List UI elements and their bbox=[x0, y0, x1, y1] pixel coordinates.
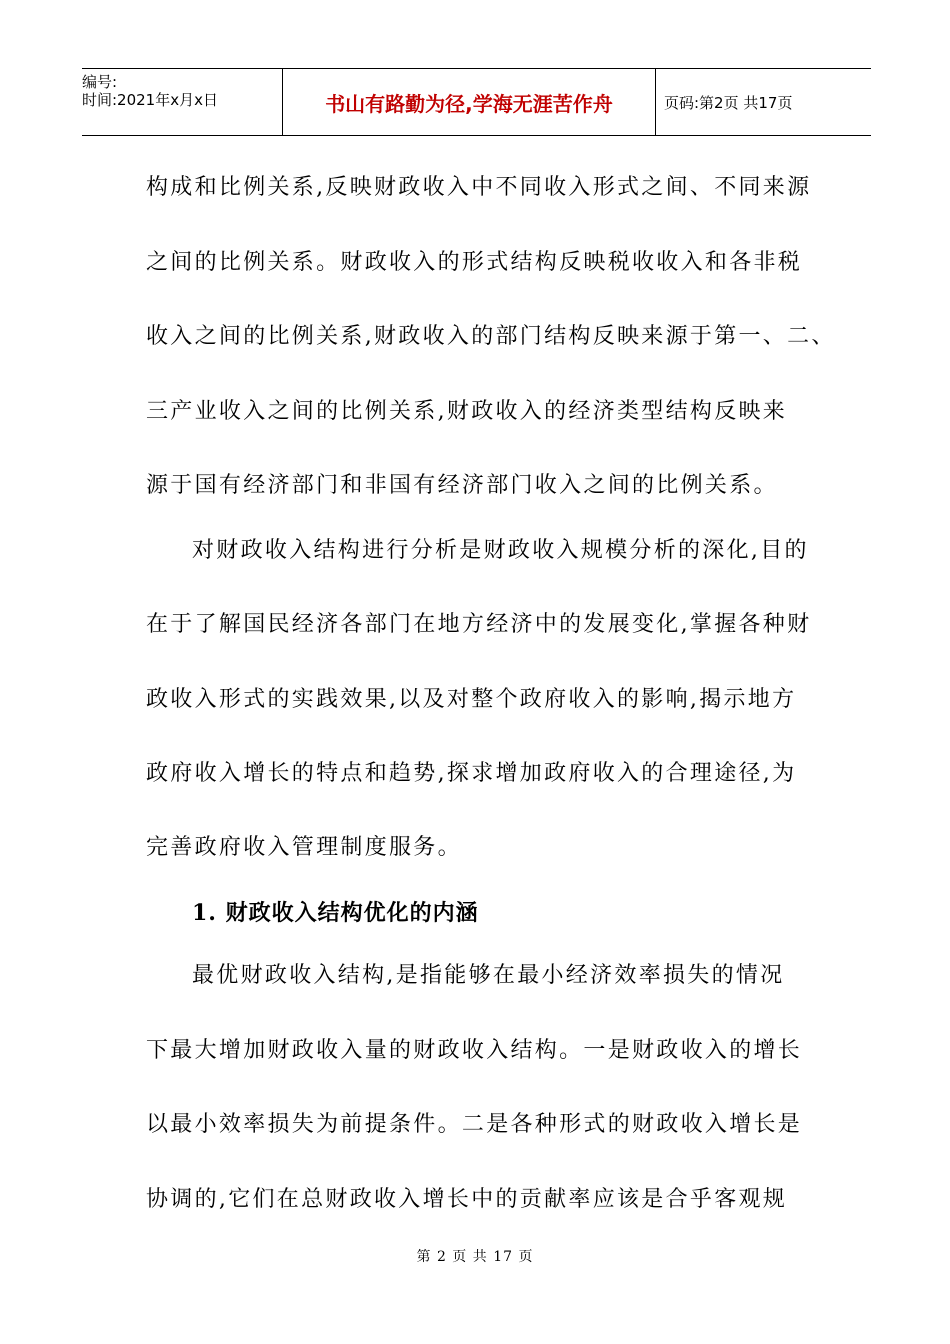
body-line-7: 在于了解国民经济各部门在地方经济中的发展变化,掌握各种财 bbox=[146, 612, 812, 637]
body-line-14: 协调的,它们在总财政收入增长中的贡献率应该是合乎客观规 bbox=[146, 1187, 788, 1212]
body-line-1: 构成和比例关系,反映财政收入中不同收入形式之间、不同来源 bbox=[146, 175, 812, 200]
body-line-2: 之间的比例关系。财政收入的形式结构反映税收收入和各非税 bbox=[146, 250, 803, 275]
body-line-10: 完善政府收入管理制度服务。 bbox=[146, 835, 462, 860]
body-line-6: 对财政收入结构进行分析是财政收入规模分析的深化,目的 bbox=[192, 538, 809, 563]
body-line-3: 收入之间的比例关系,财政收入的部门结构反映来源于第一、二、 bbox=[146, 324, 836, 349]
document-number-label: 编号: bbox=[82, 73, 118, 91]
body-line-4: 三产业收入之间的比例关系,财政收入的经济类型结构反映来 bbox=[146, 399, 788, 424]
header-page-info: 页码:第2页 共17页 bbox=[664, 93, 793, 112]
body-line-8: 政收入形式的实践效果,以及对整个政府收入的影响,揭示地方 bbox=[146, 687, 797, 712]
body-line-13: 以最小效率损失为前提条件。二是各种形式的财政收入增长是 bbox=[146, 1112, 803, 1137]
body-line-9: 政府收入增长的特点和趋势,探求增加政府收入的合理途径,为 bbox=[146, 761, 797, 786]
body-line-12: 下最大增加财政收入量的财政收入结构。一是财政收入的增长 bbox=[146, 1038, 803, 1063]
header-meta bbox=[82, 69, 282, 135]
header-motto: 书山有路勤为径,学海无涯苦作舟 bbox=[282, 69, 656, 135]
document-header bbox=[82, 68, 871, 136]
document-date-label: 时间:2021年x月x日 bbox=[82, 91, 218, 109]
section-heading: 1. 财政收入结构优化的内涵 bbox=[192, 900, 479, 926]
page-footer: 第 2 页 共 17 页 bbox=[416, 1249, 534, 1265]
body-line-5: 源于国有经济部门和非国有经济部门收入之间的比例关系。 bbox=[146, 473, 778, 498]
body-line-11: 最优财政收入结构,是指能够在最小经济效率损失的情况 bbox=[192, 963, 785, 988]
